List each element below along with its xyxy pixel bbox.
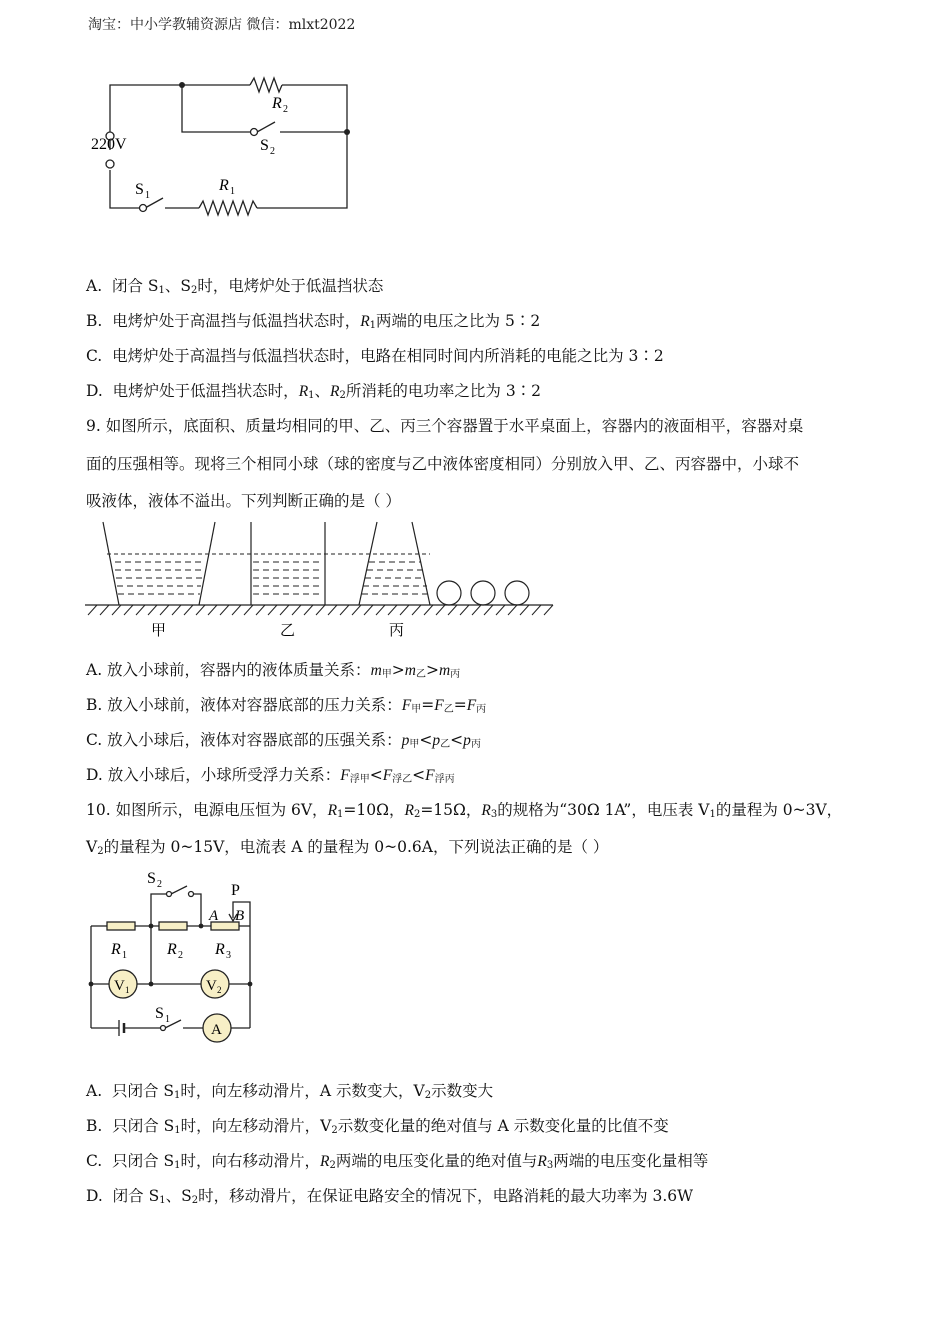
voltmeter-v2-label: V [206, 978, 217, 994]
voltage-label: 220V [91, 136, 127, 153]
slider-p-label: P [231, 882, 240, 899]
fig3-r2-sub: 2 [178, 950, 183, 961]
fig3-r3-label: R [215, 941, 225, 958]
container-bing-label: 丙 [389, 623, 405, 639]
s1-label: S [135, 181, 144, 198]
meter-circuit-diagram [85, 866, 265, 1056]
heater-circuit-diagram [85, 70, 365, 220]
slider-a-label: A [209, 908, 219, 924]
q10-stem-line2: $V_2$的量程为 0~15V，电流表 A 的量程为 0~0.6A，下列说法正确的是（ ） [86, 838, 609, 857]
q10-option-b: B. 只闭合 $S_1$时，向左移动滑片，$V_2$示数变化量的绝对值与 A 示数变化量的比值不变 [86, 1117, 669, 1136]
voltmeter-v1-sub: 1 [125, 985, 130, 995]
fig3-s2-label: S [147, 870, 156, 887]
q10-option-c: C. 只闭合 $S_1$时，向右移动滑片，$R_2$两端的电压变化量的绝对值与$R_3$两端的电压变化量相等 [86, 1152, 709, 1171]
container-jia-label: 甲 [151, 623, 167, 639]
fig3-r2-label: R [167, 941, 177, 958]
voltmeter-v1-label: V [114, 978, 125, 994]
s2-sub: 2 [270, 146, 275, 157]
fig3-r1-sub: 1 [122, 950, 127, 961]
q8-option-a: A. 闭合 $S_1$、$S_2$时，电烤炉处于低温挡状态 [86, 277, 384, 296]
r2-label: R [272, 95, 282, 112]
q9-option-c: C. 放入小球后，液体对容器底部的压强关系：$p_甲<p_乙<p_丙$ [86, 731, 481, 750]
fig3-r1-label: R [111, 941, 121, 958]
q9-option-a: A. 放入小球前，容器内的液体质量关系：$m_甲>m_乙>m_丙$ [86, 661, 461, 680]
fig3-s2-sub: 2 [157, 879, 162, 890]
q8-option-c: C. 电烤炉处于高温挡与低温挡状态时，电路在相同时间内所消耗的电能之比为 3∶2 [86, 347, 664, 365]
r1-label: R [219, 177, 229, 194]
q10-option-d: D. 闭合 $S_1$、$S_2$时，移动滑片，在保证电路安全的情况下，电路消耗的最大功率为 3.6W [86, 1187, 694, 1206]
q10-stem-line1: 10. 如图所示，电源电压恒为 6V，$R_1=10\Omega$，$R_2=15\Omega$，$R_3$的规格为“30Ω 1A”，电压表 $V_1$的量程为 0~3V， [86, 801, 843, 820]
q9-option-d: D. 放入小球后，小球所受浮力关系：$F_{浮甲}<F_{浮乙}<F_{浮丙}$ [86, 766, 455, 785]
page-header: 淘宝：中小学教辅资源店 微信：mlxt2022 [88, 17, 356, 33]
container-yi-label: 乙 [280, 623, 296, 639]
q8-option-b: B. 电烤炉处于高温挡与低温挡状态时，$R_1$两端的电压之比为 5∶2 [86, 312, 541, 331]
s1-sub: 1 [145, 190, 150, 201]
fig3-r3-sub: 3 [226, 950, 231, 961]
s2-label: S [260, 137, 269, 154]
q9-stem-line3: 吸液体，液体不溢出。下列判断正确的是（ ） [86, 492, 401, 510]
fig3-s1-label: S [155, 1005, 164, 1022]
q9-stem-line1: 9. 如图所示，底面积、质量均相同的甲、乙、丙三个容器置于水平桌面上，容器内的液面相平，容器对桌 [86, 417, 804, 435]
fig3-s1-sub: 1 [165, 1014, 170, 1025]
r1-sub: 1 [230, 186, 235, 197]
q9-stem-line2: 面的压强相等。现将三个相同小球（球的密度与乙中液体密度相同）分别放入甲、乙、丙容器中，小球不 [86, 455, 800, 473]
voltmeter-v2-sub: 2 [217, 985, 222, 995]
q10-option-a: A. 只闭合 $S_1$时，向左移动滑片，A 示数变大，$V_2$示数变大 [86, 1082, 494, 1101]
q8-option-d: D. 电烤炉处于低温挡状态时，$R_1$、$R_2$所消耗的电功率之比为 3∶2 [86, 382, 542, 401]
slider-b-label: B [235, 908, 245, 924]
r2-sub: 2 [283, 104, 288, 115]
ammeter-label: A [211, 1022, 222, 1038]
q9-option-b: B. 放入小球前，液体对容器底部的压力关系：$F_甲=F_乙=F_丙$ [86, 696, 487, 715]
containers-diagram [85, 518, 560, 643]
